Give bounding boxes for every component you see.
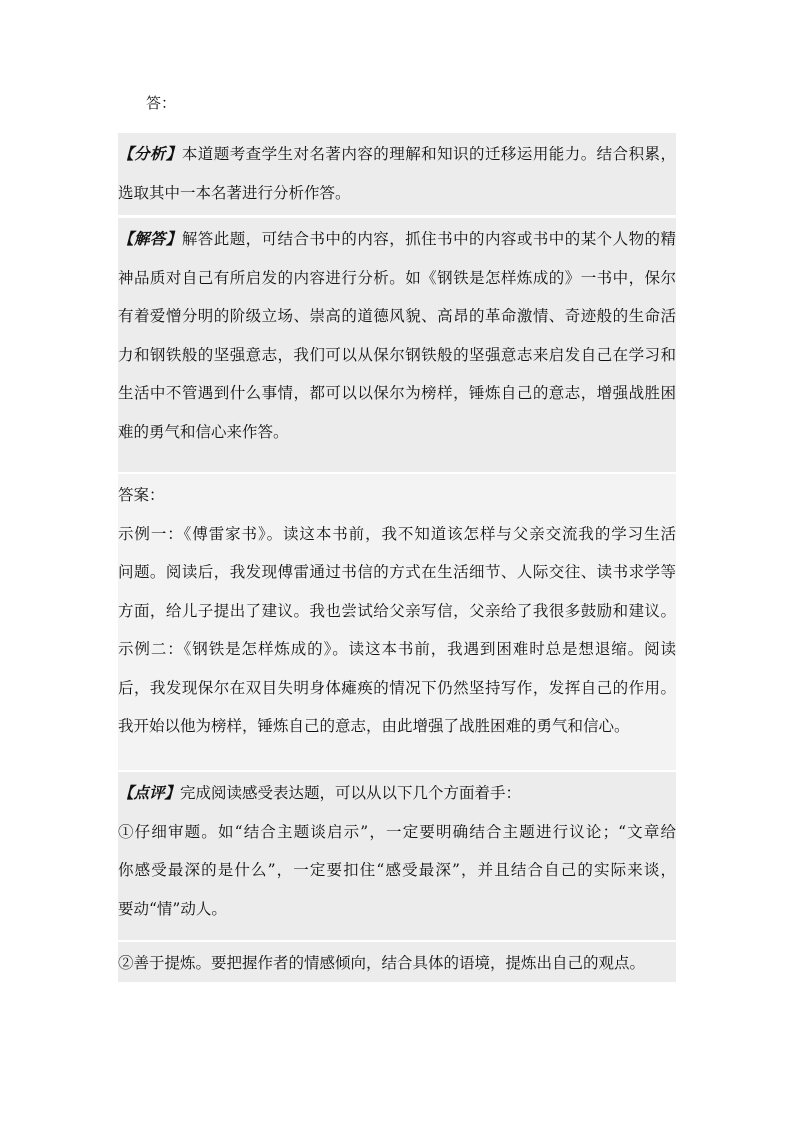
solution-line-3: 有着爱憎分明的阶级立场、崇高的道德风貌、高昂的革命激情、奇迹般的生命活 bbox=[118, 307, 676, 325]
answer-line-1: 示例一：《傅雷家书》。读这本书前，我不知道该怎样与父亲交流我的学习生活 bbox=[118, 524, 676, 543]
comment-tag: 【点评】 bbox=[118, 783, 181, 802]
answer-line-6: 我开始以他为榜样，锤炼自己的意志，由此增强了战胜困难的勇气和信心。 bbox=[118, 717, 630, 735]
solution-line-5: 生活中不管遇到什么事情，都可以以保尔为榜样，锤炼自己的意志，增强战胜困 bbox=[118, 384, 676, 402]
answer-prompt: 答： bbox=[146, 94, 177, 112]
comment-line-2: ①仔细审题。如“结合主题谈启示”，一定要明确结合主题进行议论；“文章给 bbox=[118, 822, 676, 841]
solution-text-1: 解答此题，可结合书中的内容，抓住书中的内容或书中的某个人物的精 bbox=[181, 230, 676, 248]
analysis-line-2: 选取其中一本名著进行分析作答。 bbox=[118, 183, 351, 202]
comment-text-1: 完成阅读感受表达题，可以从以下几个方面着手： bbox=[180, 784, 522, 802]
point-two-section bbox=[118, 942, 676, 982]
answer-line-3: 方面，给儿子提出了建议。我也尝试给父亲写信，父亲给了我很多鼓励和建议。 bbox=[118, 601, 676, 620]
solution-line-2: 神品质对自己有所启发的内容进行分析。如《钢铁是怎样炼成的》一书中，保尔 bbox=[118, 268, 676, 287]
answer-line-4: 示例二：《钢铁是怎样炼成的》。读这本书前，我遇到困难时总是想退缩。阅读 bbox=[118, 640, 676, 658]
comment-section bbox=[118, 772, 676, 940]
solution-line-6: 难的勇气和信心来作答。 bbox=[118, 422, 289, 441]
comment-line-4: 要动“情”动人。 bbox=[118, 899, 227, 918]
answer-section bbox=[118, 474, 676, 770]
analysis-tag: 【分析】 bbox=[118, 144, 182, 163]
analysis-line-1 bbox=[118, 133, 676, 174]
solution-section bbox=[118, 218, 676, 472]
analysis-section bbox=[118, 133, 676, 215]
answer-line-2: 问题。阅读后，我发现傅雷通过书信的方式在生活细节、人际交往、读书求学等 bbox=[118, 563, 676, 581]
answer-label: 答案： bbox=[118, 486, 165, 504]
analysis-text-1: 本道题考查学生对名著内容的理解和知识的迁移运用能力。结合积累， bbox=[181, 145, 676, 163]
solution-line-1 bbox=[118, 218, 676, 259]
comment-line-1 bbox=[118, 772, 676, 813]
solution-line-4: 力和钢铁般的坚强意志，我们可以从保尔钢铁般的坚强意志来启发自己在学习和 bbox=[118, 345, 676, 364]
answer-line-5: 后，我发现保尔在双目失明身体瘫痪的情况下仍然坚持写作，发挥自己的作用。 bbox=[118, 678, 676, 697]
point-two-line: ②善于提炼。要把握作者的情感倾向，结合具体的语境，提炼出自己的观点。 bbox=[118, 954, 646, 972]
comment-line-3: 你感受最深的是什么”，一定要扣住“感受最深”，并且结合自己的实际来谈， bbox=[118, 861, 676, 879]
solution-tag: 【解答】 bbox=[118, 229, 182, 248]
